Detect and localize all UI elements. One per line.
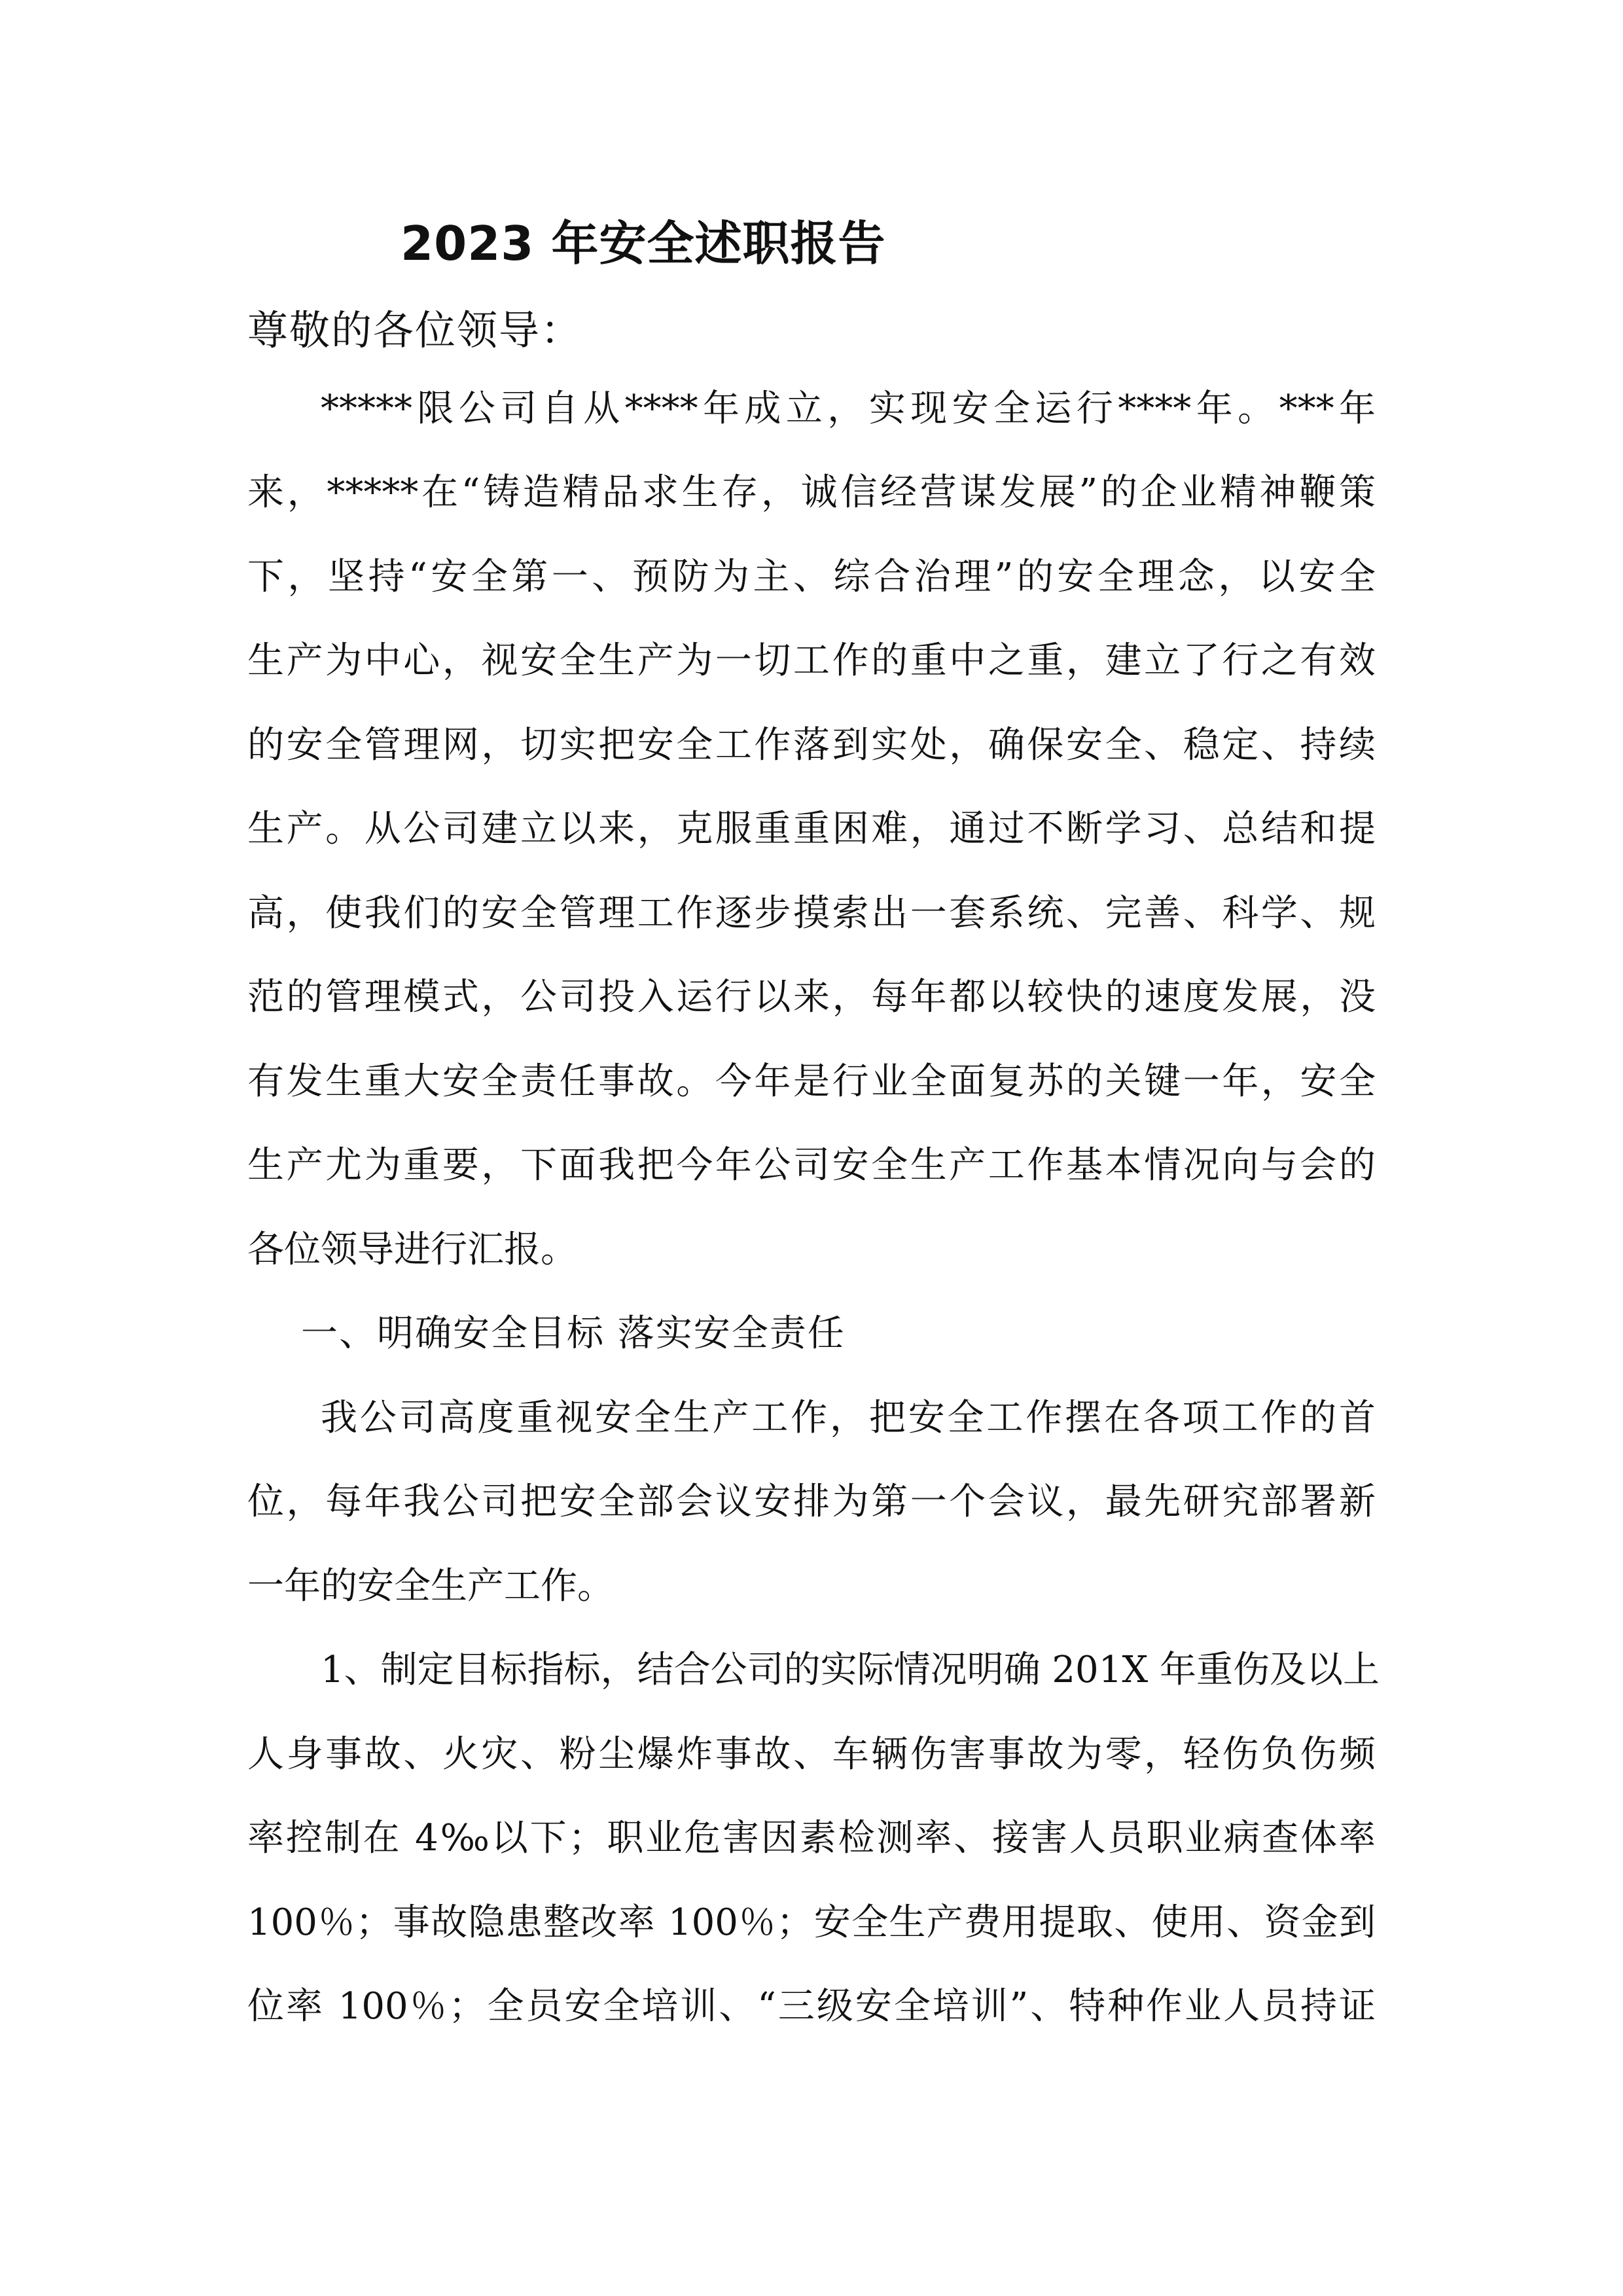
paragraph-line: 高，使我们的安全管理工作逐步摸索出一套系统、完善、科学、规 xyxy=(247,892,1376,935)
paragraph-line: 各位领导进行汇报。 xyxy=(247,1229,577,1271)
paragraph-line: 来，*****在“铸造精品求生存，诚信经营谋发展”的企业精神鞭策 xyxy=(247,471,1376,514)
paragraph-line: 范的管理模式，公司投入运行以来，每年都以较快的速度发展，没 xyxy=(247,976,1376,1018)
paragraph-line: 位率 100％；全员安全培训、“三级安全培训”、特种作业人员持证 xyxy=(247,1985,1376,2028)
paragraph-line: 的安全管理网，切实把安全工作落到实处，确保安全、稳定、持续 xyxy=(247,724,1376,766)
salutation: 尊敬的各位领导： xyxy=(247,306,583,354)
paragraph-line: 一年的安全生产工作。 xyxy=(247,1565,614,1607)
paragraph-line: 1、制定目标指标，结合公司的实际情况明确 201X 年重伤及以上 xyxy=(321,1649,1380,1691)
paragraph-line: 100％；事故隐患整改率 100％；安全生产费用提取、使用、资金到 xyxy=(247,1901,1376,1944)
paragraph-line: 下，坚持“安全第一、预防为主、综合治理”的安全理念，以安全 xyxy=(247,556,1376,598)
paragraph-line: 有发生重大安全责任事故。今年是行业全面复苏的关键一年，安全 xyxy=(247,1060,1376,1103)
paragraph-line: 生产为中心，视安全生产为一切工作的重中之重，建立了行之有效 xyxy=(247,639,1376,682)
paragraph-line: 人身事故、火灾、粉尘爆炸事故、车辆伤害事故为零，轻伤负伤频 xyxy=(247,1733,1376,1776)
section-heading: 一、明确安全目标 落实安全责任 xyxy=(301,1312,846,1355)
document-title: 2023 年安全述职报告 xyxy=(401,216,886,271)
paragraph-line: 位，每年我公司把安全部会议安排为第一个会议，最先研究部署新 xyxy=(247,1480,1376,1523)
paragraph-line: 生产。从公司建立以来，克服重重困难，通过不断学习、总结和提 xyxy=(247,808,1376,850)
paragraph-line: *****限公司自从****年成立，实现安全运行****年。***年 xyxy=(321,387,1376,430)
paragraph-line: 生产尤为重要，下面我把今年公司安全生产工作基本情况向与会的 xyxy=(247,1144,1376,1187)
paragraph-line: 我公司高度重视安全生产工作，把安全工作摆在各项工作的首 xyxy=(321,1397,1376,1439)
paragraph-line: 率控制在 4‰以下；职业危害因素检测率、接害人员职业病查体率 xyxy=(247,1817,1376,1859)
